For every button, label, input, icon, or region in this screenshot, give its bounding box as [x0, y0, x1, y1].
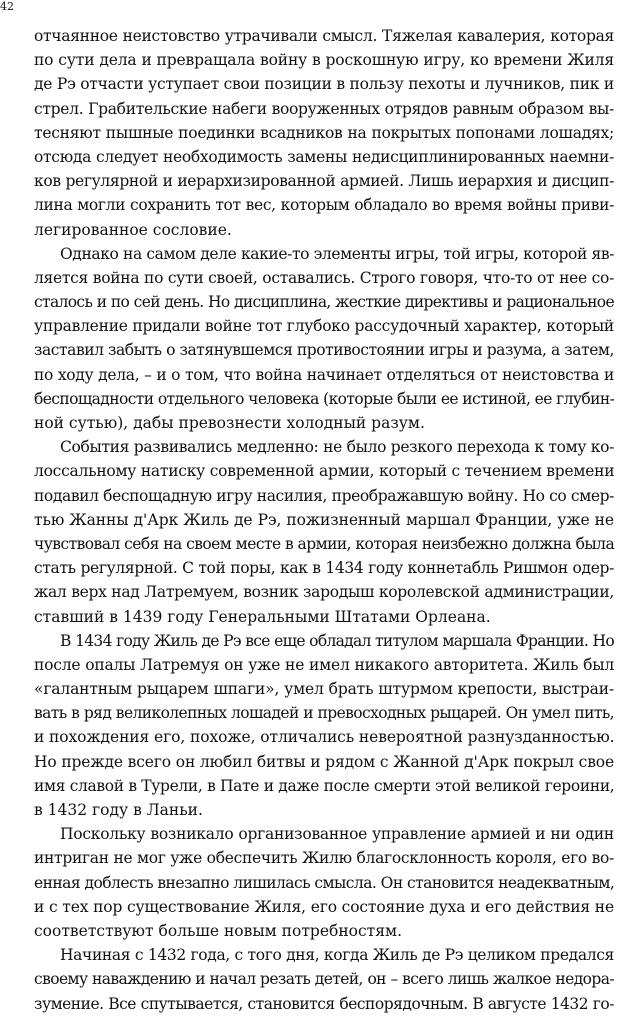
paragraph: [34, 242, 614, 436]
text-line: имя славой в Турели, в Пате и даже после смерти этой великой героини,: [34, 776, 615, 795]
text-line: ставший в 1439 году Генеральными Штатами Орлеана.: [34, 607, 491, 626]
text-line: Начиная с 1432 года, с того дня, когда Жиль де Рэ целиком предался: [60, 946, 614, 965]
text-line: стать регулярной. С той поры, как в 1434 году коннетабль Ришмон одер-: [34, 559, 614, 578]
paragraph: [34, 24, 614, 242]
text-line: интриган не мог уже обеспечить Жилю благосклонность короля, его во-: [34, 849, 614, 868]
text-line: ков регулярной и иерархизированной армией. Лишь иерархия и дисцип-: [34, 172, 614, 191]
text-line: лина могли сохранить тот вес, которым обладало во время войны приви-: [34, 196, 614, 215]
text-line: зумение. Все спутывается, становится беспорядочным. В августе 1432 го-: [34, 994, 614, 1013]
paragraph: [34, 435, 614, 629]
text-line: вать в ряд великолепных лошадей и превосходных рыцарей. Он умел пить,: [34, 704, 614, 723]
text-line: ной сутью), дабы превознести холодный разум.: [34, 414, 425, 432]
text-line: и похождения его, похоже, отличались невероятной разнузданностью.: [34, 728, 615, 747]
text-line: по сути дела и превращала войну в роскошную игру, ко времени Жиля: [34, 51, 614, 70]
text-line: В 1434 году Жиль де Рэ все еще обладал титулом маршала Франции. Но: [60, 631, 614, 650]
text-line: сталось и по сей день. Но дисциплина, жесткие директивы и рациональное: [34, 293, 614, 312]
text-line: тесняют пышные поединки всадников на покрытых попонами лошадях;: [34, 123, 614, 142]
text-line: отсюда следует необходимость замены недисциплинированных наемни-: [34, 147, 614, 166]
text-line: заставил забыть о затянувшемся противостоянии игры и разума, а затем,: [34, 341, 614, 360]
text-line: «галантным рыцарем шпаги», умел брать штурмом крепости, выстраи-: [34, 680, 614, 699]
page-number: 42: [0, 0, 14, 13]
text-line: в 1432 году в Ланьи.: [34, 801, 203, 819]
body-text: [34, 24, 614, 1016]
text-line: де Рэ отчасти уступает свои позиции в пользу пехоты и лучников, пик и: [34, 75, 614, 94]
paragraph: [34, 943, 614, 1016]
text-line: Поскольку возникало организованное управление армией и ни один: [60, 825, 614, 844]
text-line: лоссальному натиску современной армии, который с течением времени: [34, 462, 615, 481]
text-line: беспощадности отдельного человека (которые были ее истиной, ее глубин-: [34, 389, 615, 408]
paragraph: [34, 629, 614, 823]
text-line: управление придали войне тот глубоко рассудочный характер, который: [34, 317, 614, 336]
text-line: Однако на самом деле какие-то элементы игры, той игры, которой яв-: [60, 244, 614, 263]
text-line: своему наваждению и начал резать детей, он – всего лишь жалкое недора-: [34, 970, 614, 989]
text-line: соответствуют больше новым потребностям.: [34, 921, 403, 940]
paragraph: [34, 822, 614, 943]
text-line: легированное сословие.: [34, 220, 232, 239]
text-line: и с тех пор существование Жиля, его состояние духа и его действия не: [34, 897, 614, 916]
text-line: енная доблесть внезапно лишилась смысла. Он становится неадекватным,: [34, 873, 615, 892]
text-line: ляется война по сути своей, оставались. Строго говоря, что-то от нее со-: [34, 268, 614, 287]
text-line: после опалы Латремуя он уже не имел никакого авторитета. Жиль был: [34, 655, 614, 674]
text-line: по ходу дела, – и о том, что война начинает отделяться от неистовства и: [34, 365, 614, 384]
text-line: События развивались медленно: не было резкого перехода к тому ко-: [60, 438, 614, 457]
text-line: Но прежде всего он любил битвы и рядом с Жанной д'Арк покрыл свое: [34, 752, 614, 771]
text-line: чувствовал себя на своем месте в армии, которая неизбежно должна была: [34, 534, 615, 553]
text-line: отчаянное неистовство утрачивали смысл. Тяжелая кавалерия, которая: [34, 27, 614, 45]
text-line: жал верх над Латремуем, возник зародыш королевской администрации,: [34, 583, 614, 602]
text-line: стрел. Грабительские набеги вооруженных отрядов равным образом вы-: [34, 99, 614, 118]
text-line: подавил беспощадную игру насилия, преображавшую войну. Но со смер-: [34, 486, 614, 505]
text-line: тью Жанны д'Арк Жиль де Рэ, пожизненный маршал Франции, уже не: [34, 510, 614, 529]
